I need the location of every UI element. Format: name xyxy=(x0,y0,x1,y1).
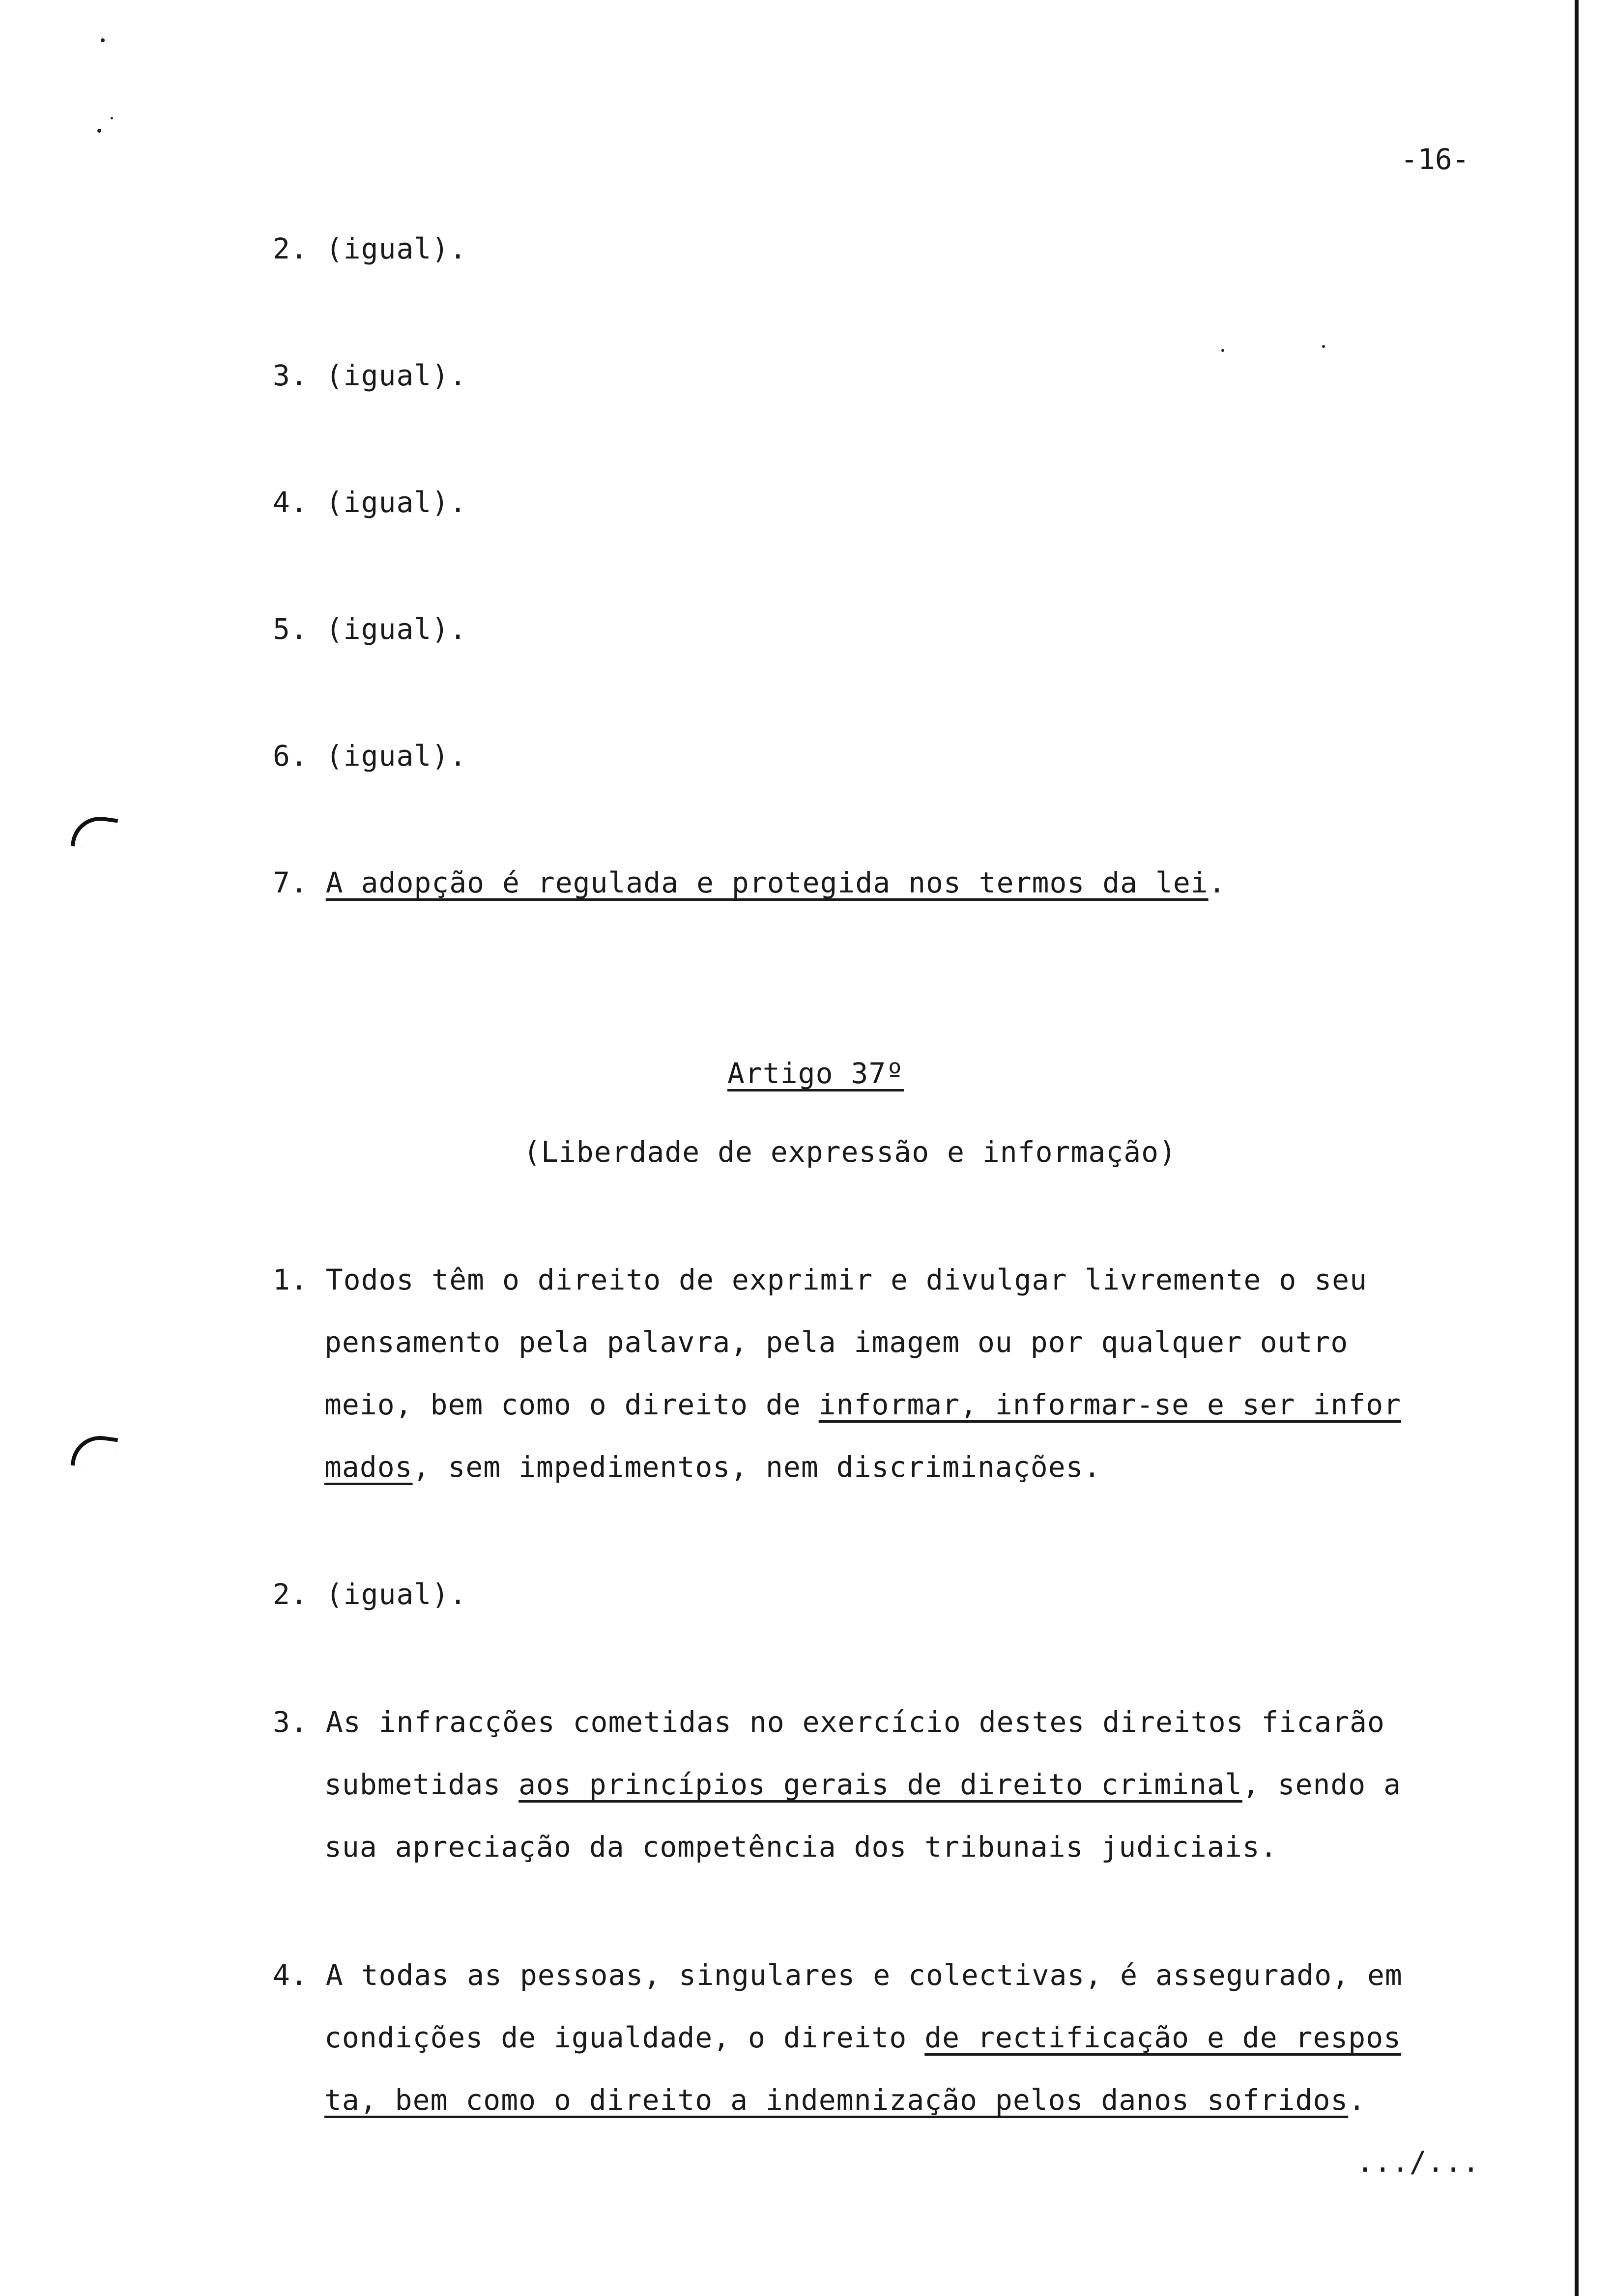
paragraph-line xyxy=(273,1578,467,1611)
scan-speck xyxy=(101,38,105,42)
paragraph-text: . xyxy=(1348,2083,1366,2117)
item-number: 1. xyxy=(273,1263,308,1296)
punch-mark xyxy=(71,813,118,852)
item-number: 2. xyxy=(273,1578,308,1611)
item-number: 3. xyxy=(273,1705,308,1739)
underlined-text: A adopção é regulada e protegida nos termos da lei xyxy=(325,866,1209,899)
paragraph-text: A todas as pessoas, singulares e colectivas, é assegurado, em xyxy=(325,1958,1403,1992)
paragraph-line xyxy=(273,1263,1367,1296)
paragraph-text: , sendo a xyxy=(1242,1768,1402,1801)
list-item xyxy=(273,232,467,265)
paragraph-text: meio, bem como o direito de xyxy=(324,1388,819,1421)
list-item xyxy=(273,866,1226,899)
paragraph-line xyxy=(324,2021,1401,2054)
item-text: (igual). xyxy=(325,486,467,519)
list-item xyxy=(273,739,467,773)
continuation-mark: .../... xyxy=(1356,2145,1480,2179)
item-text: (igual). xyxy=(325,612,467,646)
underlined-text: mados xyxy=(324,1450,413,1484)
item-number: 5. xyxy=(273,612,308,646)
item-punctuation: . xyxy=(1208,866,1226,899)
paragraph-line xyxy=(273,1705,1385,1739)
punch-mark xyxy=(71,1432,118,1471)
page-edge-rule xyxy=(1575,0,1579,2296)
paragraph-line: sua apreciação da competência dos tribunais judiciais. xyxy=(324,1830,1278,1864)
item-number: 6. xyxy=(273,739,308,773)
page-number: -16- xyxy=(1401,143,1469,176)
article-subtitle: (Liberdade de expressão e informação) xyxy=(523,1135,1177,1169)
item-text: (igual). xyxy=(325,739,467,773)
item-number: 2. xyxy=(273,232,308,265)
article-title-text: Artigo 37º xyxy=(727,1057,904,1090)
paragraph-text: As infracções cometidas no exercício destes direitos ficarão xyxy=(325,1705,1385,1739)
paragraph-line xyxy=(324,1450,1101,1484)
scan-speck xyxy=(1322,345,1325,348)
underlined-text: ta, bem como o direito a indemnização pelos danos sofridos xyxy=(324,2083,1349,2117)
paragraph-line: pensamento pela palavra, pela imagem ou por qualquer outro xyxy=(324,1325,1349,1359)
list-item xyxy=(273,486,467,519)
scan-speck xyxy=(111,117,113,119)
article-title xyxy=(727,1057,904,1090)
paragraph-line xyxy=(324,1388,1401,1421)
underlined-text: aos princípios gerais de direito criminal xyxy=(518,1768,1242,1801)
list-item xyxy=(273,359,467,392)
list-item xyxy=(273,612,467,646)
paragraph-text: Todos têm o direito de exprimir e divulgar livremente o seu xyxy=(325,1263,1367,1296)
item-number: 7. xyxy=(273,866,308,899)
underlined-text: de rectificação e de respos xyxy=(924,2021,1402,2054)
paragraph-text: , sem impedimentos, nem discriminações. xyxy=(412,1450,1101,1484)
paragraph-text: condições de igualdade, o direito xyxy=(324,2021,925,2054)
paragraph-line xyxy=(273,1958,1403,1992)
item-number: 4. xyxy=(273,1958,308,1992)
underlined-text: informar, informar-se e ser infor xyxy=(818,1388,1402,1421)
paragraph-text: submetidas xyxy=(324,1768,519,1801)
item-text: (igual). xyxy=(325,232,467,265)
scan-speck xyxy=(97,129,101,133)
item-text: (igual). xyxy=(325,359,467,392)
paragraph-line xyxy=(324,1768,1401,1801)
scan-speck xyxy=(1221,349,1224,352)
item-number: 3. xyxy=(273,359,308,392)
paragraph-text: (igual). xyxy=(325,1578,467,1611)
paragraph-line xyxy=(324,2083,1366,2117)
item-number: 4. xyxy=(273,486,308,519)
